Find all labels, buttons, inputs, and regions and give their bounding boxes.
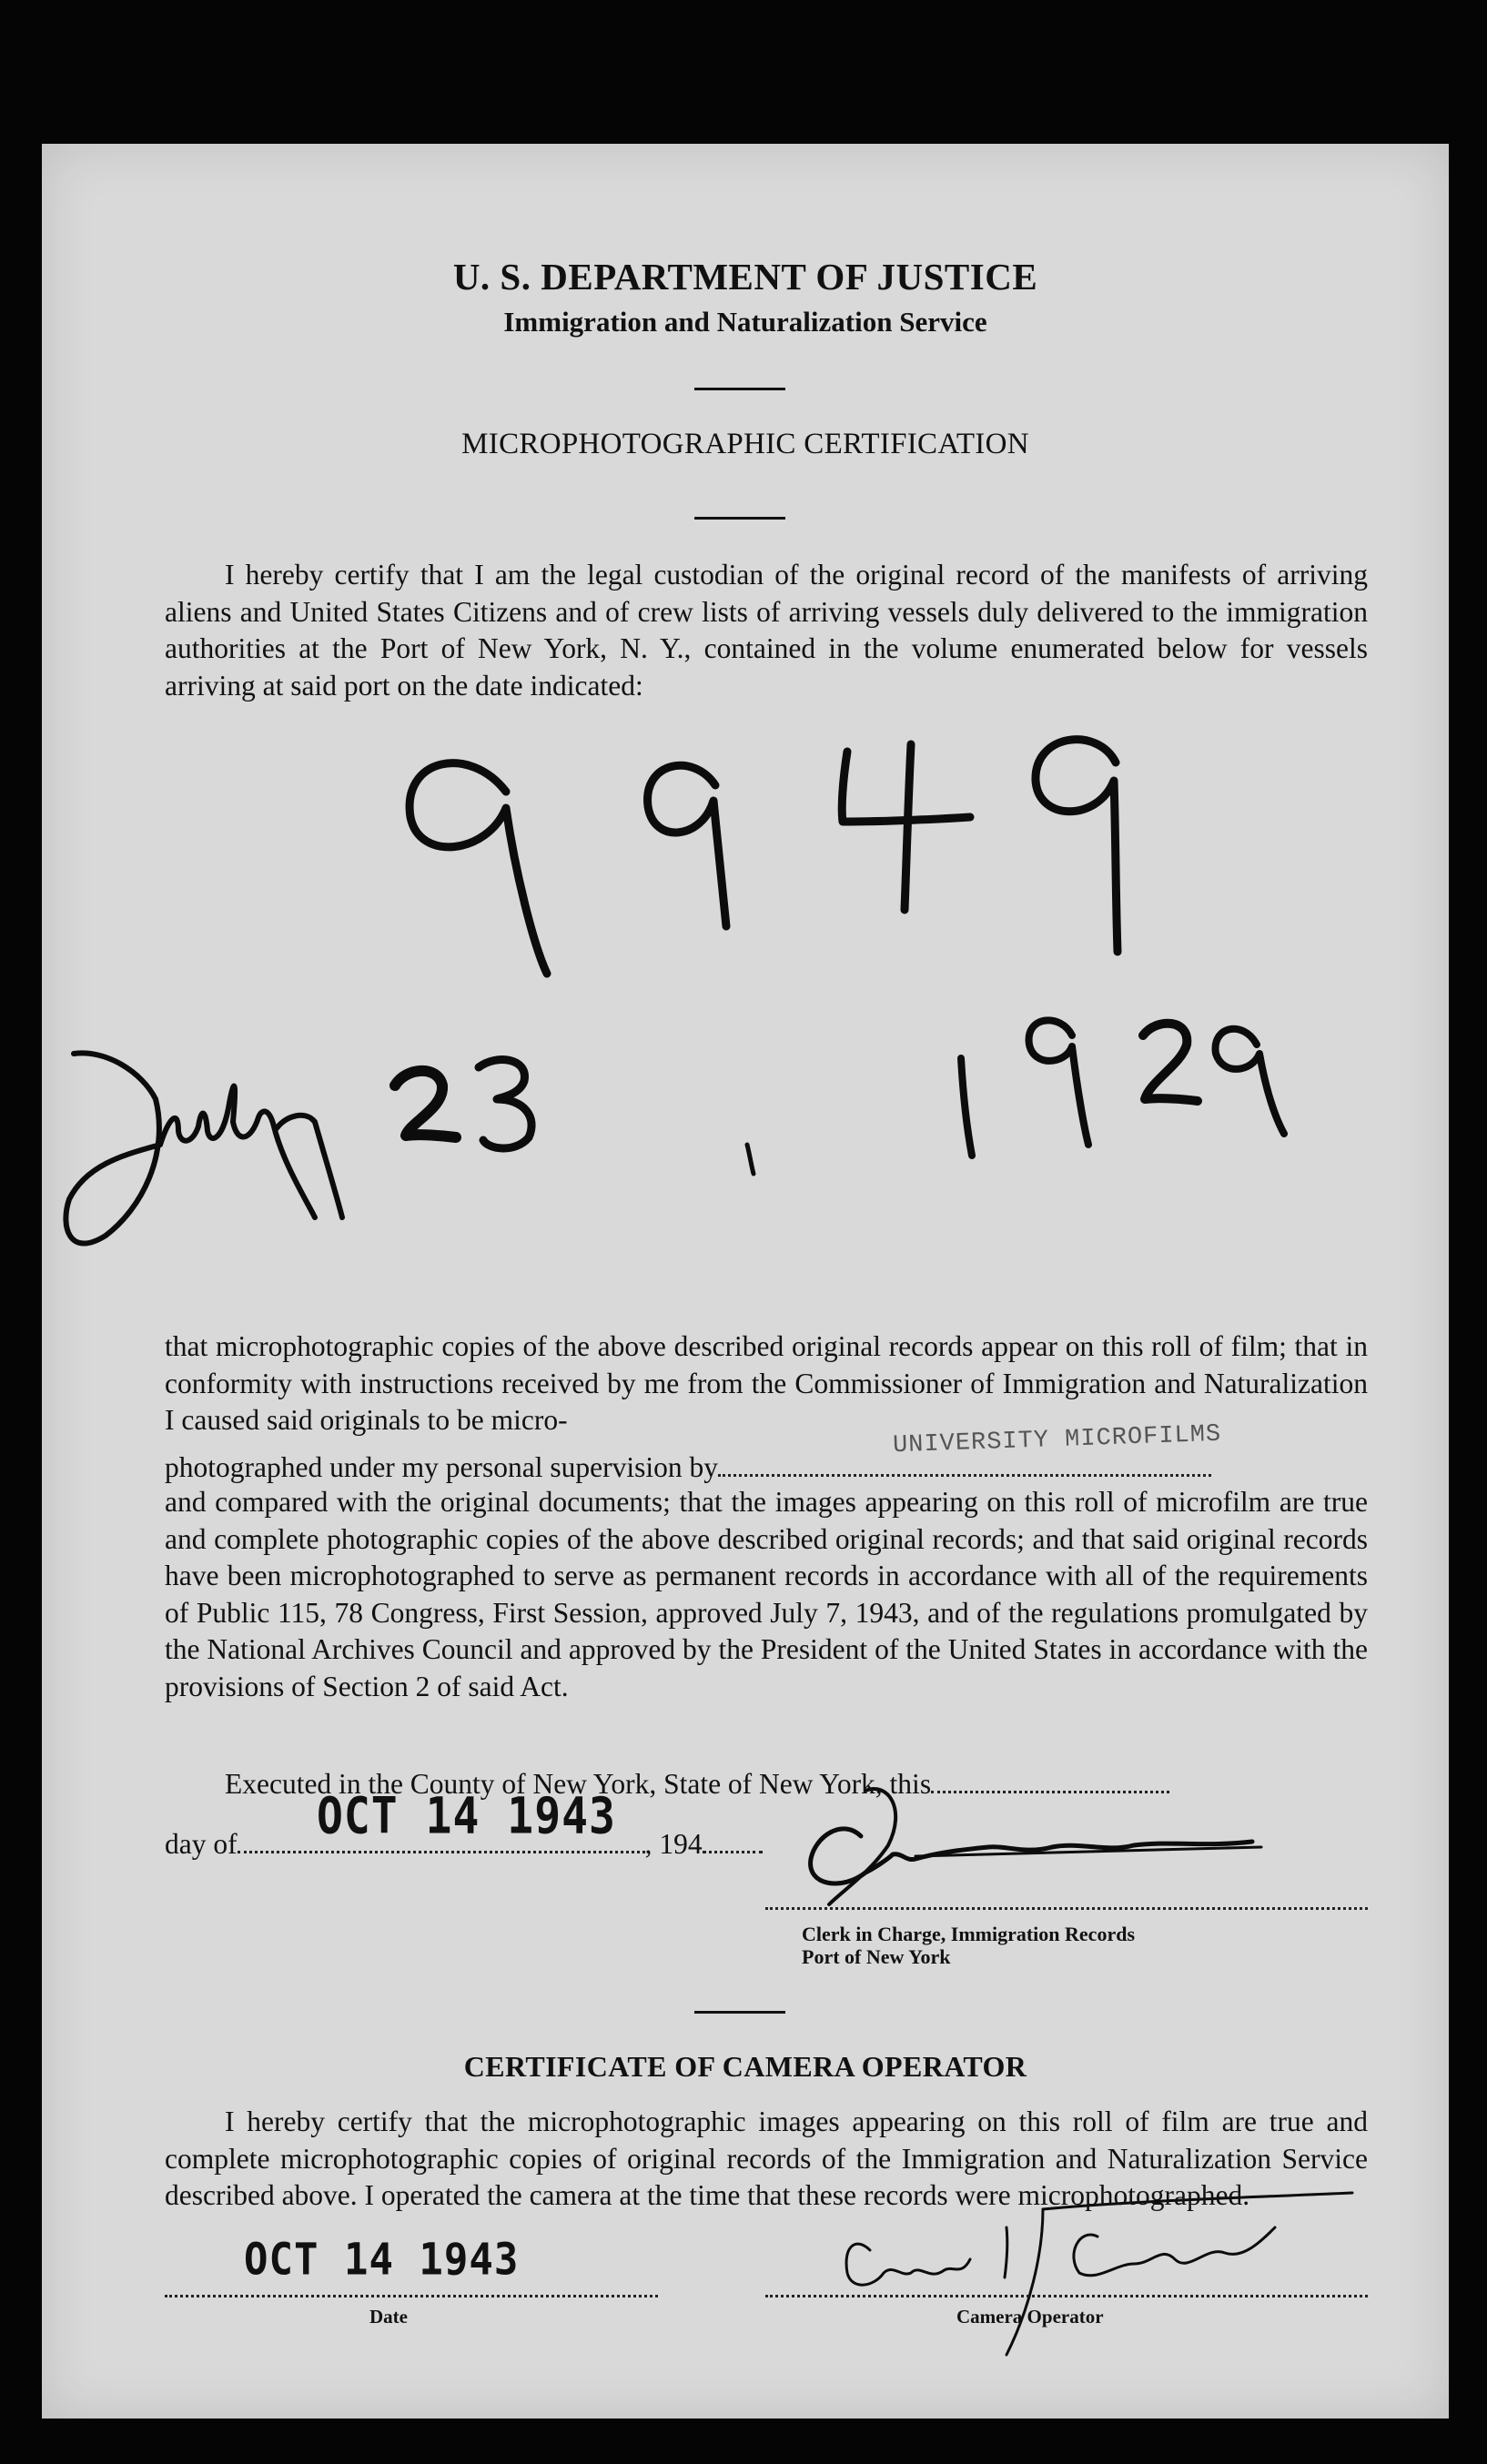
date-label: Date	[369, 2306, 408, 2328]
certification-statement-part1: that microphotographic copies of the above described original records appear on this roll of film; that in conformity with instructions received by me from the Commissioner of Immigration and Naturalization I caused said originals to be micro-	[165, 1330, 1368, 1436]
clerk-title-line2: Port of New York	[802, 1945, 951, 1968]
clerk-title	[802, 1923, 1135, 1968]
certification-statement-part2: and compared with the original documents; that the images appearing on this roll of microfilm are true and complete photographic copies of the above described original records; and that said original records have been microphotographed to serve as permanent records in accordance with all of the requirements of Public 115, 78 Congress, First Session, approved July 7, 1943, and of the regulations promulgated by the National Archives Council and approved by the President of the United States in accordance with the provisions of Section 2 of said Act.	[165, 1486, 1368, 1702]
handwritten-arrival-date	[66, 1020, 1284, 1243]
divider-rule	[694, 2011, 785, 2014]
supervision-fill-line	[718, 1447, 1211, 1477]
day-of-label: day of	[165, 1828, 238, 1860]
supervision-line	[165, 1447, 1368, 1486]
operator-date-stamp: OCT 14 1943	[244, 2234, 520, 2286]
department-title: U. S. DEPARTMENT OF JUSTICE	[452, 256, 1038, 298]
camera-operator-certification: I hereby certify that the microphotographic images appearing on this roll of film are true and complete microphotographic copies of original records of the Immigration and Naturalization Service described above. I operated the camera at the time that these records were microphotographed.	[165, 2106, 1368, 2211]
executed-label: Executed in the County of New York, State of New York, this	[225, 1768, 932, 1800]
certificate-page	[42, 144, 1449, 2419]
divider-rule	[694, 388, 785, 390]
clerk-title-line1: Clerk in Charge, Immigration Records	[802, 1923, 1136, 1945]
clerk-signature-line	[765, 1907, 1368, 1910]
camera-operator-label: Camera Operator	[956, 2306, 1104, 2328]
supervision-label: photographed under my personal supervision by	[165, 1451, 719, 1483]
executed-fill-line	[931, 1763, 1169, 1793]
date-fill-line	[165, 2295, 658, 2297]
executed-date-stamp: OCT 14 1943	[317, 1786, 616, 1846]
custodian-intro-paragraph: I hereby certify that I am the legal custodian of the original record of the manifests of arriving aliens and United States Citizens and of crew lists of arriving vessels duly delivered to the immigration authorities at the Port of New York, N. Y., contained in the volume enumerated below for vessels arriving at said port on the date indicated:	[165, 559, 1368, 702]
certification-title: MICROPHOTOGRAPHIC CERTIFICATION	[461, 428, 1029, 460]
service-subtitle: Immigration and Naturalization Service	[503, 306, 987, 338]
camera-operator-heading: CERTIFICATE OF CAMERA OPERATOR	[463, 2050, 1027, 2083]
year-fill-line	[703, 1823, 763, 1853]
year-prefix: , 194	[644, 1828, 703, 1860]
microfilm-company-stamp: UNIVERSITY MICROFILMS	[892, 1420, 1222, 1460]
operator-signature	[846, 2193, 1352, 2355]
operator-signature-line	[765, 2295, 1368, 2297]
divider-rule	[694, 517, 785, 520]
handwritten-volume-number	[410, 740, 1118, 974]
